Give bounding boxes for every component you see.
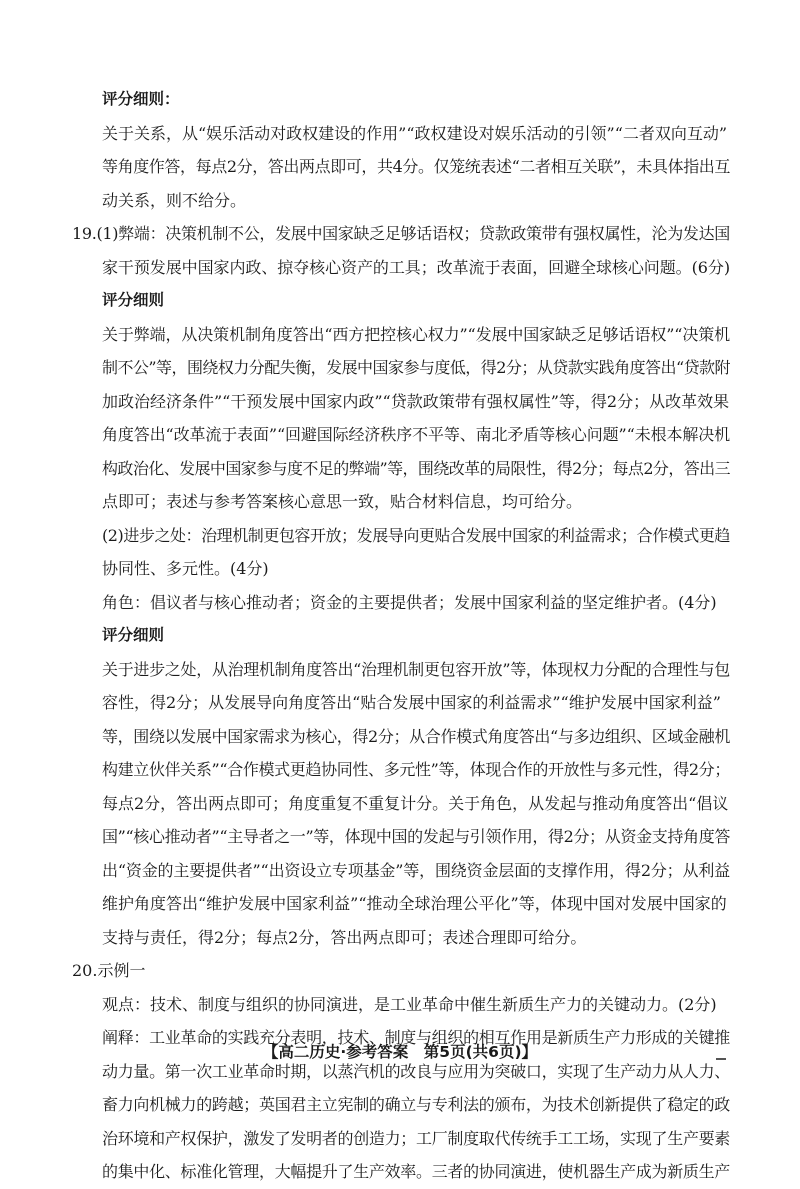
answer-content (72, 83, 730, 1189)
text-line: 阐释：工业革命的实践充分表明，技术、制度与组织的相互作用是新质生产力形成的关键推 (102, 1028, 730, 1047)
text-line: 20.示例一 (72, 961, 146, 980)
text-line: 评分细则 (102, 291, 165, 309)
page-footer: 【高二历史·参考答案 第5页(共6页)】 (262, 1043, 538, 1061)
text-line: 角度答出“改革流于表面”“回避国际经济秩序不平等、南北矛盾等核心问题”“未根本解决机 (102, 425, 730, 444)
text-line: 的集中化、标准化管理，大幅提升了生产效率。三者的协同演进，使机器生产成为新质生产 (102, 1162, 730, 1181)
text-line: 国”“核心推动者”“主导者之一”等，体现中国的发起与引领作用，得2分；从资金支持角度答 (102, 827, 730, 846)
text-line: 角色：倡议者与核心推动者；资金的主要提供者；发展中国家利益的坚定维护者。(4分) (102, 592, 717, 612)
text-line: 每点2分，答出两点即可；角度重复不重复计分。关于角色，从发起与推动角度答出“倡议 (102, 793, 729, 813)
text-line: 构建立伙伴关系”“合作模式更趋协同性、多元性”等，体现合作的开放性与多元性，得2分； (102, 760, 730, 779)
text-line: 出“资金的主要提供者”“出资设立专项基金”等，围绕资金层面的支撑作用，得2分；从利益 (102, 860, 730, 880)
text-line: 畜力向机械力的跨越；英国君主立宪制的确立与专利法的颁布，为技术创新提供了稳定的政 (102, 1095, 730, 1114)
text-line: 19.(1)弊端：决策机制不公，发展中国家缺乏足够话语权；贷款政策带有强权属性，沦为发达国 (72, 224, 730, 243)
text-line: 等，围绕以发展中国家需求为核心，得2分；从合作模式角度答出“与多边组织、区域金融机 (102, 726, 730, 746)
text-line: 协同性、多元性。(4分) (102, 559, 269, 578)
text-line: 点即可；表述与参考答案核心意思一致，贴合材料信息，均可给分。 (102, 492, 583, 511)
text-line: 等角度作答，每点2分，答出两点即可，共4分。仅笼统表述“二者相互关联”，未具体指出互 (102, 157, 730, 176)
text-line: (2)进步之处：治理机制更包容开放；发展导向更贴合发展中国家的利益需求；合作模式更趋 (102, 525, 730, 545)
text-line: 容性，得2分；从发展导向角度答出“贴合发展中国家的利益需求”“维护发展中国家利益” (102, 693, 721, 712)
text-line: 动关系，则不给分。 (102, 190, 247, 210)
text-line: 支持与责任，得2分；每点2分，答出两点即可；表述合理即可给分。 (102, 927, 587, 947)
corner-mark (716, 1058, 726, 1060)
text-line: 关于弊端，从决策机制角度答出“西方把控核心权力”“发展中国家缺乏足够话语权”“决策机 (102, 324, 730, 344)
text-line: 治环境和产权保护，激发了发明者的创造力；工厂制度取代传统手工工场，实现了生产要素 (102, 1128, 730, 1148)
text-line: 构政治化、发展中国家参与度不足的弊端”等，围绕改革的局限性，得2分；每点2分，答出三 (102, 458, 730, 478)
text-line: 关于关系，从“娱乐活动对政权建设的作用”“政权建设对娱乐活动的引领”“二者双向互动” (102, 123, 728, 143)
text-line: 动力量。第一次工业革命时期，以蒸汽机的改良与应用为突破口，实现了生产动力从人力、 (102, 1061, 730, 1081)
text-line: 关于进步之处，从治理机制角度答出“治理机制更包容开放”等，体现权力分配的合理性与包 (102, 659, 730, 679)
text-line: 评分细则 (102, 626, 165, 644)
text-line: 加政治经济条件”“干预发展中国家内政”“贷款政策带有强权属性”等，得2分；从改革效果 (102, 391, 730, 411)
text-line: 维护角度答出“维护发展中国家利益”“推动全球治理公平化”等，体现中国对发展中国家的 (102, 894, 727, 913)
text-line: 家干预发展中国家内政、掠夺核心资产的工具；改革流于表面，回避全球核心问题。(6分) (102, 257, 730, 277)
text-line: 制不公”等，围绕权力分配失衡，发展中国家参与度低，得2分；从贷款实践角度答出“贷款附 (102, 358, 730, 377)
text-line: 观点：技术、制度与组织的协同演进，是工业革命中催生新质生产力的关键动力。(2分) (102, 994, 717, 1014)
text-line: 评分细则： (102, 90, 180, 108)
